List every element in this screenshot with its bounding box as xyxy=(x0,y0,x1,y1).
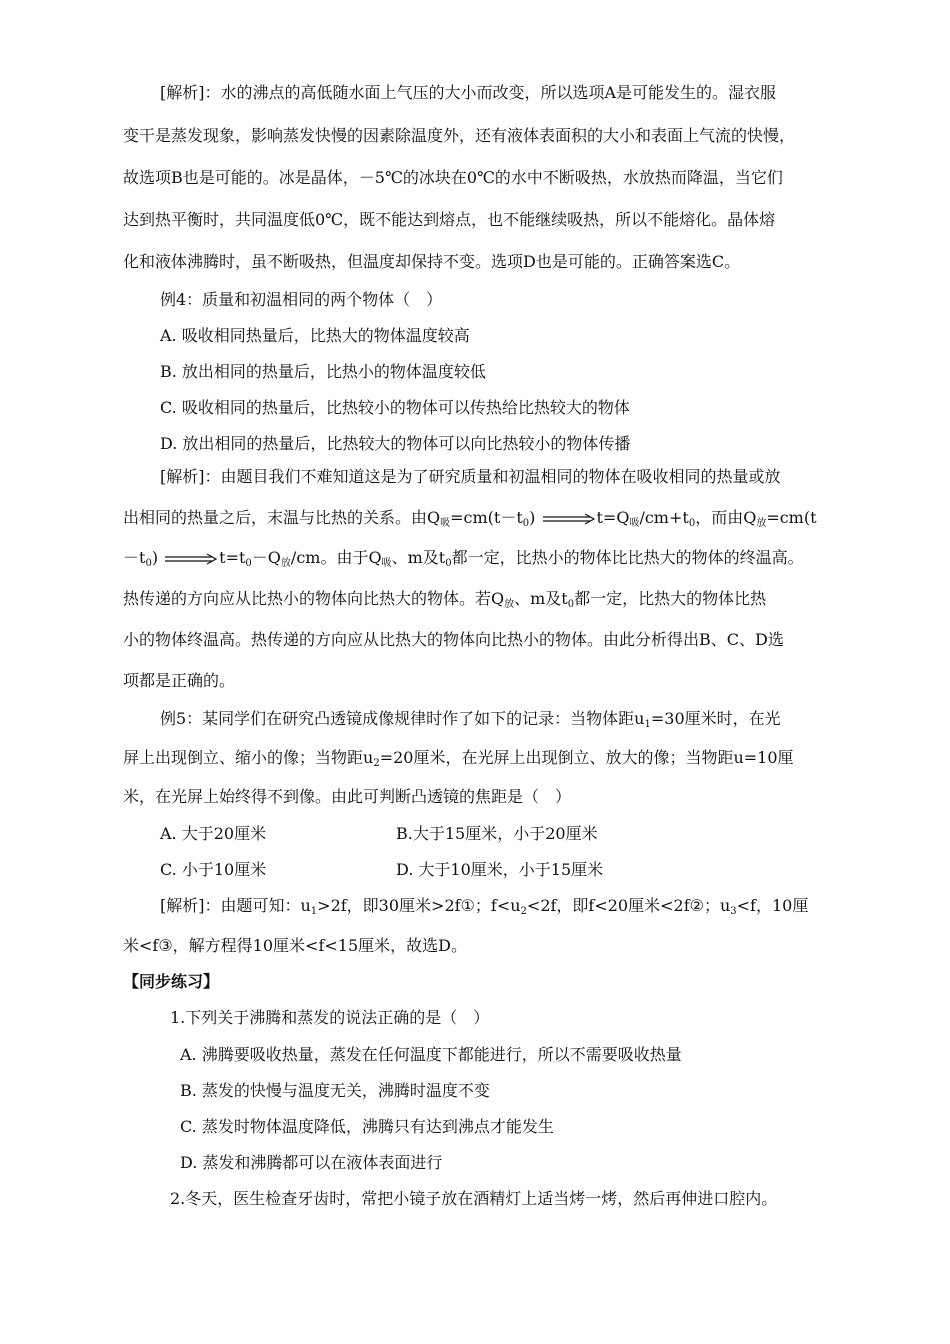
example-5-question-line: 屏上出现倒立、缩小的像；当物距u2=20厘米，在光屏上出现倒立、放大的像；当物距u=10厘 xyxy=(123,748,794,769)
example-5-analysis-line: 米<f③，解方程得10厘米<f<15厘米，故选D。 xyxy=(123,936,467,955)
exercise-1-option-b: B. 蒸发的快慢与温度无关，沸腾时温度不变 xyxy=(180,1081,490,1100)
example-5-analysis-line: [解析]：由题可知：u1>2f，即30厘米>2f①；f<u2<2f，即f<20厘米<2f②；u3<f，10厘 xyxy=(160,896,809,917)
example-4-analysis-line: 出相同的热量之后，末温与比热的关系。由Q吸=cm(t－t0) t=Q吸/cm+t0，而由Q放=cm(t xyxy=(123,508,817,529)
example-5-option-a: A. 大于20厘米 xyxy=(160,824,267,843)
example-4-analysis-line: 热传递的方向应从比热小的物体向比热大的物体。若Q放、m及t0都一定，比热大的物体比热 xyxy=(123,589,767,610)
exercise-1-option-d: D. 蒸发和沸腾都可以在液体表面进行 xyxy=(180,1153,443,1172)
exercise-2-question: 2.冬天，医生检查牙齿时，常把小镜子放在酒精灯上适当烤一烤，然后再伸进口腔内。 xyxy=(170,1189,778,1208)
analysis-line: 变干是蒸发现象，影响蒸发快慢的因素除温度外，还有液体表面积的大小和表面上气流的快慢， xyxy=(123,126,796,145)
implies-arrow-icon xyxy=(165,553,217,565)
example-4-analysis-line: 小的物体终温高。热传递的方向应从比热大的物体向比热小的物体。由此分析得出B、C、D选 xyxy=(123,630,784,649)
exercise-1-question: 1.下列关于沸腾和蒸发的说法正确的是（ ） xyxy=(170,1008,490,1027)
example-4-analysis-line: 项都是正确的。 xyxy=(123,671,236,690)
example-5-option-d: D. 大于10厘米，小于15厘米 xyxy=(396,860,604,879)
exercise-1-option-a: A. 沸腾要吸收热量，蒸发在任何温度下都能进行，所以不需要吸收热量 xyxy=(180,1045,682,1064)
example-4-option-a: A. 吸收相同热量后，比热大的物体温度较高 xyxy=(160,326,470,345)
example-5-question-line: 米，在光屏上始终得不到像。由此可判断凸透镜的焦距是（ ） xyxy=(123,787,572,806)
example-4-analysis-line: [解析]：由题目我们不难知道这是为了研究质量和初温相同的物体在吸收相同的热量或放 xyxy=(160,467,781,486)
example-4-analysis-line: －t0) t=t0－Q放/cm。由于Q吸、m及t0都一定，比热小的物体比比热大的物体的终温高。 xyxy=(123,548,804,569)
analysis-line: 达到热平衡时，共同温度低0℃，既不能达到熔点，也不能继续吸热，所以不能熔化。晶体熔 xyxy=(123,210,776,229)
example-4-question: 例4：质量和初温相同的两个物体（ ） xyxy=(160,290,443,309)
example-5-option-b: B.大于15厘米，小于20厘米 xyxy=(396,824,598,843)
example-5-question-line: 例5：某同学们在研究凸透镜成像规律时作了如下的记录：当物体距u1=30厘米时，在光 xyxy=(160,709,781,730)
analysis-line: 故选项B也是可能的。冰是晶体，－5℃的冰块在0℃的水中不断吸热，水放热而降温，当它们 xyxy=(123,168,783,187)
section-heading: 【同步练习】 xyxy=(123,972,220,991)
example-4-option-b: B. 放出相同的热量后，比热小的物体温度较低 xyxy=(160,362,486,381)
exercise-1-option-c: C. 蒸发时物体温度降低，沸腾只有达到沸点才能发生 xyxy=(180,1117,554,1136)
example-4-option-d: D. 放出相同的热量后，比热较大的物体可以向比热较小的物体传播 xyxy=(160,434,631,453)
analysis-line: [解析]：水的沸点的高低随水面上气压的大小而改变，所以选项A是可能发生的。湿衣服 xyxy=(160,83,777,102)
example-4-option-c: C. 吸收相同的热量后，比热较小的物体可以传热给比热较大的物体 xyxy=(160,398,630,417)
example-5-option-c: C. 小于10厘米 xyxy=(160,860,267,879)
analysis-line: 化和液体沸腾时，虽不断吸热，但温度却保持不变。选项D也是可能的。正确答案选C。 xyxy=(123,252,741,271)
implies-arrow-icon xyxy=(543,513,595,525)
